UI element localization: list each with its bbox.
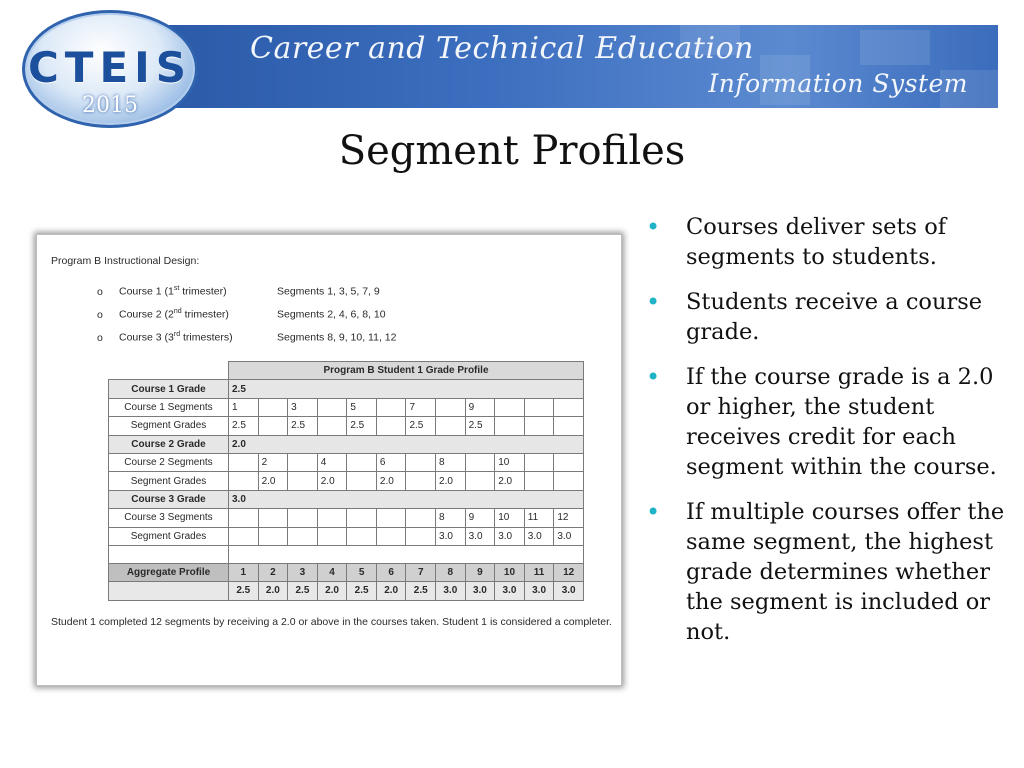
table-cell [554,453,584,471]
table-cell: 9 [465,398,495,416]
table-cell: 1 [229,563,259,581]
table-cell [376,527,406,545]
bullet-item [646,497,1006,647]
table-cell [229,527,259,545]
table-cell: 2 [258,453,288,471]
table-cell [317,527,347,545]
table-cell: 6 [376,563,406,581]
table-cell [258,398,288,416]
table-cell [465,453,495,471]
table-cell: 8 [436,563,466,581]
table-cell: 4 [317,563,347,581]
table-row [109,417,584,435]
table-cell [524,472,554,490]
table-row [109,472,584,490]
table-cell [436,417,466,435]
table-cell: 5 [347,563,377,581]
table-cell [229,453,259,471]
table-cell: 4 [317,453,347,471]
table-cell: 3.0 [495,527,525,545]
table-cell [376,509,406,527]
table-cell: 3.0 [436,527,466,545]
table-cell [406,472,436,490]
table-row [109,545,584,563]
table-cell: 7 [406,563,436,581]
course-name: Course 1 (1st trimester) [119,285,227,298]
bullet-text: Students receive a course grade. [686,289,983,345]
row-label: Course 2 Grade [109,435,229,453]
row-label: Aggregate Profile [109,563,229,581]
table-row [109,398,584,416]
table-row [109,527,584,545]
course-name: Course 2 (2nd trimester) [119,308,229,321]
table-cell: 3 [288,398,318,416]
bullet-dot-icon: • [646,498,661,526]
table-cell [524,417,554,435]
table-cell: 3.0 [465,582,495,600]
table-cell [347,527,377,545]
course-line [97,285,380,298]
table-cell [229,509,259,527]
table-cell: 2.5 [406,417,436,435]
table-cell: 2 [258,563,288,581]
table-cell [229,472,259,490]
row-label: Course 1 Segments [109,398,229,416]
table-cell: 2.5 [465,417,495,435]
table-cell: 2.0 [317,582,347,600]
table-cell [465,472,495,490]
banner-title-line1: Career and Technical Education [250,31,754,66]
table-cell [406,527,436,545]
table-row [109,563,584,581]
course-segments: Segments 8, 9, 10, 11, 12 [277,331,397,344]
grade-profile-table [108,361,584,601]
table-row [109,453,584,471]
banner-title-line2: Information System [708,69,968,98]
table-cell [554,472,584,490]
row-label: Course 2 Segments [109,453,229,471]
table-cell: 8 [436,453,466,471]
table-cell: 2.0 [436,472,466,490]
table-row [109,380,584,398]
table-cell: 2.0 [495,472,525,490]
doc-footnote: Student 1 completed 12 segments by receiving a 2.0 or above in the courses taken. Student 1 is considered a completer. [51,616,612,628]
table-cell: 2.0 [376,472,406,490]
table-cell [524,398,554,416]
table-cell: 3 [288,563,318,581]
cteis-logo [22,10,198,128]
table-cell: 2.0 [258,582,288,600]
bullet-item [646,212,1006,272]
table-cell [436,398,466,416]
logo-year: 2015 [82,93,138,118]
table-caption: Program B Student 1 Grade Profile [229,362,584,380]
table-cell [376,417,406,435]
table-cell: 2.0 [258,472,288,490]
table-cell [347,509,377,527]
table-row [109,435,584,453]
bullet-dot-icon: • [646,288,661,316]
course-line [97,308,386,321]
slide-title: Segment Profiles [338,128,686,174]
table-cell [554,398,584,416]
logo-letters: CTEIS [27,43,193,92]
table-cell: 3.0 [524,582,554,600]
table-cell: 1 [229,398,259,416]
table-cell: 2.5 [347,582,377,600]
table-cell: 11 [524,563,554,581]
row-label: Course 3 Segments [109,509,229,527]
table-cell: 2.5 [288,417,318,435]
table-cell [495,417,525,435]
doc-heading: Program B Instructional Design: [51,255,200,267]
row-label: Course 3 Grade [109,490,229,508]
table-cell: 2.5 [406,582,436,600]
grade-cell: 2.0 [229,435,584,453]
table-cell: 2.5 [229,582,259,600]
table-cell: 6 [376,453,406,471]
table-cell [258,509,288,527]
bullet-dot-icon: • [646,363,661,391]
bullet-list [646,212,1006,662]
row-label [109,545,229,563]
row-label: Segment Grades [109,472,229,490]
table-cell: 3.0 [465,527,495,545]
table-cell [317,509,347,527]
table-cell: 7 [406,398,436,416]
row-label [109,582,229,600]
table-cell: 3.0 [554,527,584,545]
bullet-item [646,362,1006,482]
table-row [109,509,584,527]
circle-bullet-icon: o [97,331,103,344]
table-cell: 9 [465,509,495,527]
table-cell: 9 [465,563,495,581]
table-cell: 12 [554,509,584,527]
course-line [97,331,396,344]
table-cell: 2.0 [376,582,406,600]
table-cell: 3.0 [495,582,525,600]
table-cell: 10 [495,453,525,471]
table-cell [524,453,554,471]
row-label: Course 1 Grade [109,380,229,398]
table-cell [347,453,377,471]
table-cell [347,472,377,490]
bullet-dot-icon: • [646,213,661,241]
table-cell: 3.0 [436,582,466,600]
table-cell: 11 [524,509,554,527]
table-cell: 2.0 [317,472,347,490]
table-cell: 3.0 [554,582,584,600]
course-name: Course 3 (3rd trimesters) [119,331,233,344]
table-row [109,582,584,600]
grade-cell: 3.0 [229,490,584,508]
table-cell [376,398,406,416]
table-cell: 10 [495,509,525,527]
table-cell: 3.0 [524,527,554,545]
bullet-text: If the course grade is a 2.0 or higher, the student receives credit for each segment within the course. [686,364,997,480]
table-cell: 10 [495,563,525,581]
table-cell [258,417,288,435]
circle-bullet-icon: o [97,308,103,321]
table-row [109,490,584,508]
table-cell [554,417,584,435]
header-banner [160,25,998,108]
circle-bullet-icon: o [97,285,103,298]
table-cell [406,509,436,527]
table-cell: 2.5 [347,417,377,435]
table-cell [317,398,347,416]
table-cell: 2.5 [288,582,318,600]
row-label: Segment Grades [109,527,229,545]
row-label: Segment Grades [109,417,229,435]
table-cell: 2.5 [229,417,259,435]
table-cell: 5 [347,398,377,416]
table-cell [317,417,347,435]
bullet-text: If multiple courses offer the same segment, the highest grade determines whether the segment is included or not. [686,499,1005,645]
table-cell: 12 [554,563,584,581]
bullet-item [646,287,1006,347]
table-cell [288,509,318,527]
table-cell [406,453,436,471]
course-segments: Segments 1, 3, 5, 7, 9 [277,285,380,298]
table-cell [288,527,318,545]
table-cell [288,472,318,490]
table-cell [495,398,525,416]
bullet-text: Courses deliver sets of segments to students. [686,214,947,270]
blank-cell [229,545,584,563]
table-cell [258,527,288,545]
document-image [36,234,622,686]
grade-cell: 2.5 [229,380,584,398]
table-cell [288,453,318,471]
table-cell: 8 [436,509,466,527]
course-segments: Segments 2, 4, 6, 8, 10 [277,308,386,321]
